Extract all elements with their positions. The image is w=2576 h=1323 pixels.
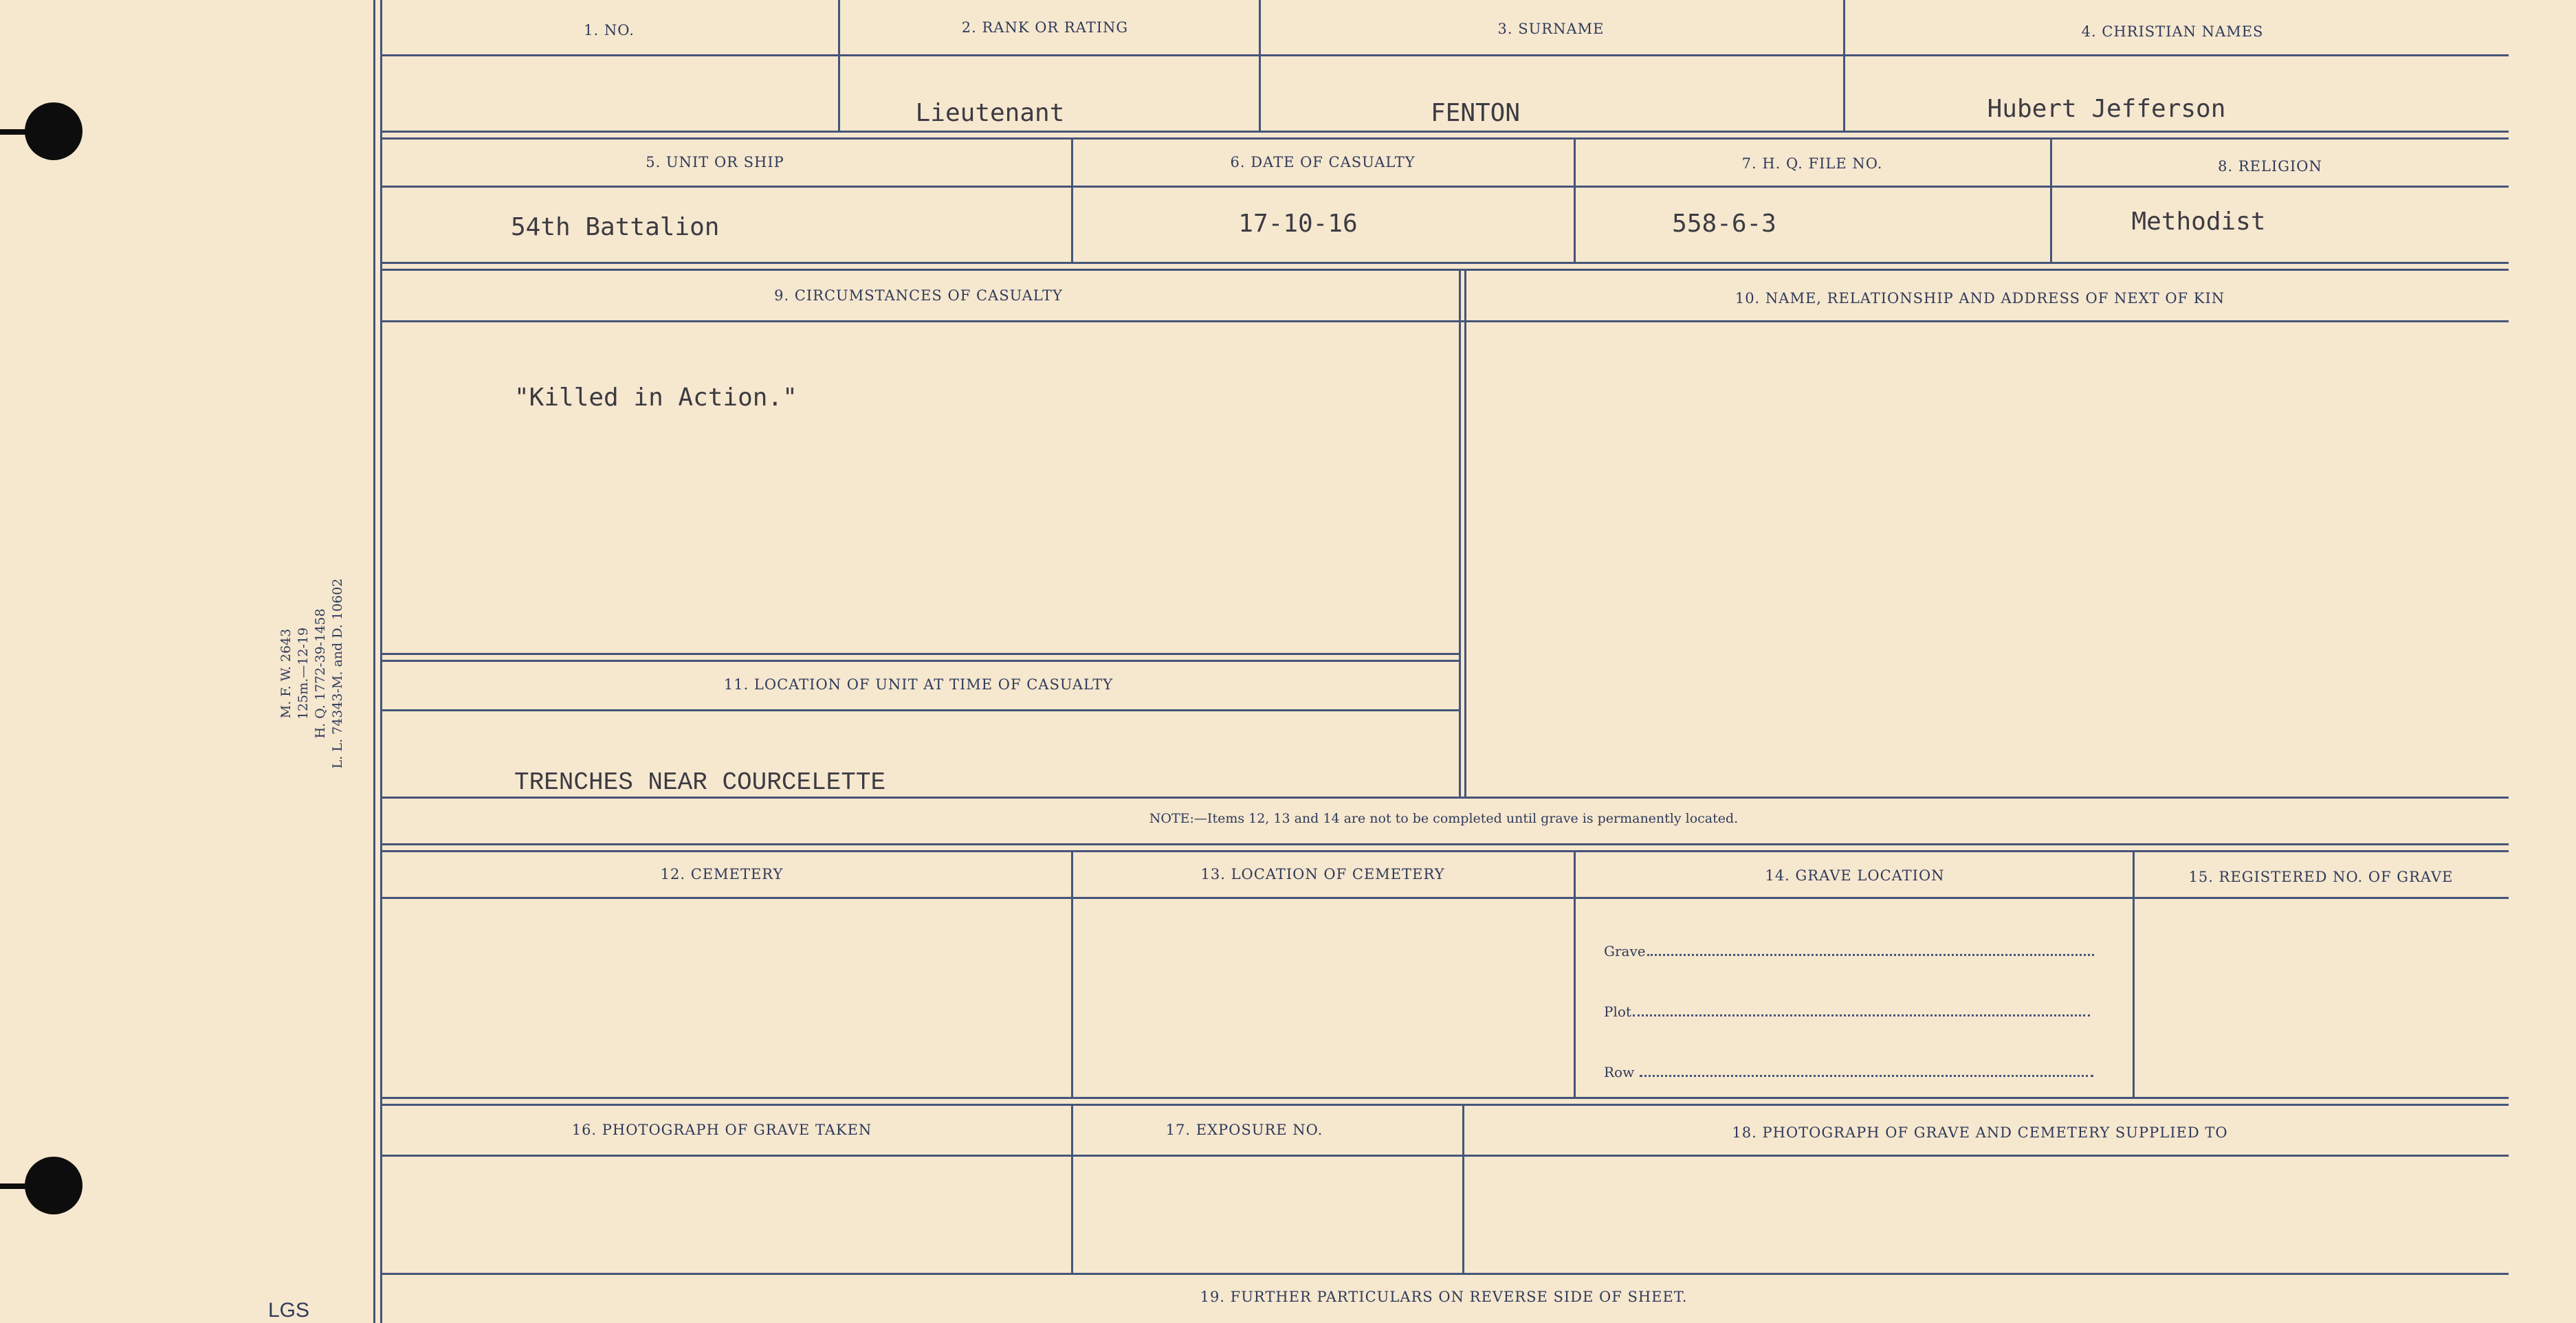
binder-tab (0, 129, 27, 135)
label-no: 1. NO. (584, 22, 635, 38)
label-cemetery-location: 13. LOCATION OF CEMETERY (1200, 866, 1445, 882)
divider (2050, 137, 2052, 262)
divider (1071, 1104, 1073, 1273)
label-christian-names: 4. CHRISTIAN NAMES (2081, 23, 2264, 40)
label-grave-location: 14. GRAVE LOCATION (1765, 867, 1945, 884)
binder-tab (0, 1183, 27, 1189)
note: NOTE:—Items 12, 13 and 14 are not to be completed until grave is permanently located. (1149, 811, 1739, 826)
label-surname: 3. SURNAME (1497, 21, 1605, 37)
rule (380, 1097, 2509, 1106)
row-line (1604, 1064, 2093, 1080)
rule (380, 897, 2509, 899)
label-photograph: 16. PHOTOGRAPH OF GRAVE TAKEN (571, 1122, 872, 1138)
corner-mark: LGS (268, 1299, 310, 1322)
label-file: 7. H. Q. FILE NO. (1741, 155, 1883, 172)
value-religion: Methodist (2131, 208, 2266, 236)
value-unit: 54th Battalion (511, 213, 720, 241)
label-rank: 2. RANK OR RATING (961, 19, 1129, 36)
form-code-line: H. Q. 1772-39-1458 (313, 608, 328, 739)
rule (380, 843, 2509, 852)
divider (1459, 269, 1461, 797)
rule (380, 54, 2509, 56)
value-surname: FENTON (1430, 99, 1521, 127)
label-registered-no: 15. REGISTERED NO. OF GRAVE (2188, 869, 2454, 885)
grave-line (1604, 943, 2094, 959)
divider (1574, 137, 1576, 262)
margin-line (373, 0, 375, 1323)
plot-line (1604, 1003, 2090, 1020)
divider (1843, 0, 1845, 131)
binder-hole (25, 102, 82, 160)
divider (2133, 850, 2135, 1097)
rule (380, 186, 2509, 188)
grave-label: Grave (1604, 943, 1646, 959)
further-particulars: 19. FURTHER PARTICULARS ON REVERSE SIDE OF SHEET. (1200, 1289, 1688, 1305)
rule (380, 797, 2509, 799)
label-date: 6. DATE OF CASUALTY (1230, 154, 1416, 170)
value-rank: Lieutenant (915, 99, 1065, 127)
label-unit: 5. UNIT OR SHIP (646, 154, 784, 170)
value-circumstances: "Killed in Action." (514, 383, 797, 412)
divider (1071, 137, 1073, 262)
divider (1259, 0, 1261, 131)
divider (1462, 1104, 1464, 1273)
value-location: TRENCHES NEAR COURCELETTE (514, 768, 886, 797)
rule (380, 1155, 2509, 1157)
row-label: Row (1604, 1064, 1635, 1080)
label-next-of-kin: 10. NAME, RELATIONSHIP AND ADDRESS OF NEXT OF KIN (1735, 290, 2225, 307)
label-cemetery: 12. CEMETERY (660, 866, 784, 882)
rule (380, 131, 2509, 140)
value-date: 17-10-16 (1238, 210, 1358, 238)
label-supplied-to: 18. PHOTOGRAPH OF GRAVE AND CEMETERY SUPPLIED TO (1732, 1124, 2228, 1141)
label-exposure: 17. EXPOSURE NO. (1165, 1122, 1323, 1138)
rule (380, 262, 2509, 271)
form-code-line: M. F. W. 2643 (278, 628, 294, 719)
label-circumstances: 9. CIRCUMSTANCES OF CASUALTY (774, 287, 1063, 304)
divider (1071, 850, 1073, 1097)
rule (380, 320, 2509, 322)
plot-label: Plot (1604, 1003, 1631, 1020)
divider (1464, 269, 1466, 797)
label-religion: 8. RELIGION (2218, 158, 2322, 175)
divider (838, 0, 840, 131)
rule (380, 1273, 2509, 1275)
label-location: 11. LOCATION OF UNIT AT TIME OF CASUALTY (723, 676, 1114, 693)
value-file: 558-6-3 (1672, 210, 1776, 238)
rule (380, 653, 1459, 662)
form-code (278, 579, 346, 769)
divider (1574, 850, 1576, 1097)
form-code-line: 125m.—12-19 (296, 627, 311, 720)
value-christian-names: Hubert Jefferson (1987, 95, 2226, 123)
form-code-line: L. L. 74343-M. and D. 10602 (330, 578, 345, 769)
rule (380, 709, 1459, 711)
binder-hole (25, 1157, 82, 1214)
